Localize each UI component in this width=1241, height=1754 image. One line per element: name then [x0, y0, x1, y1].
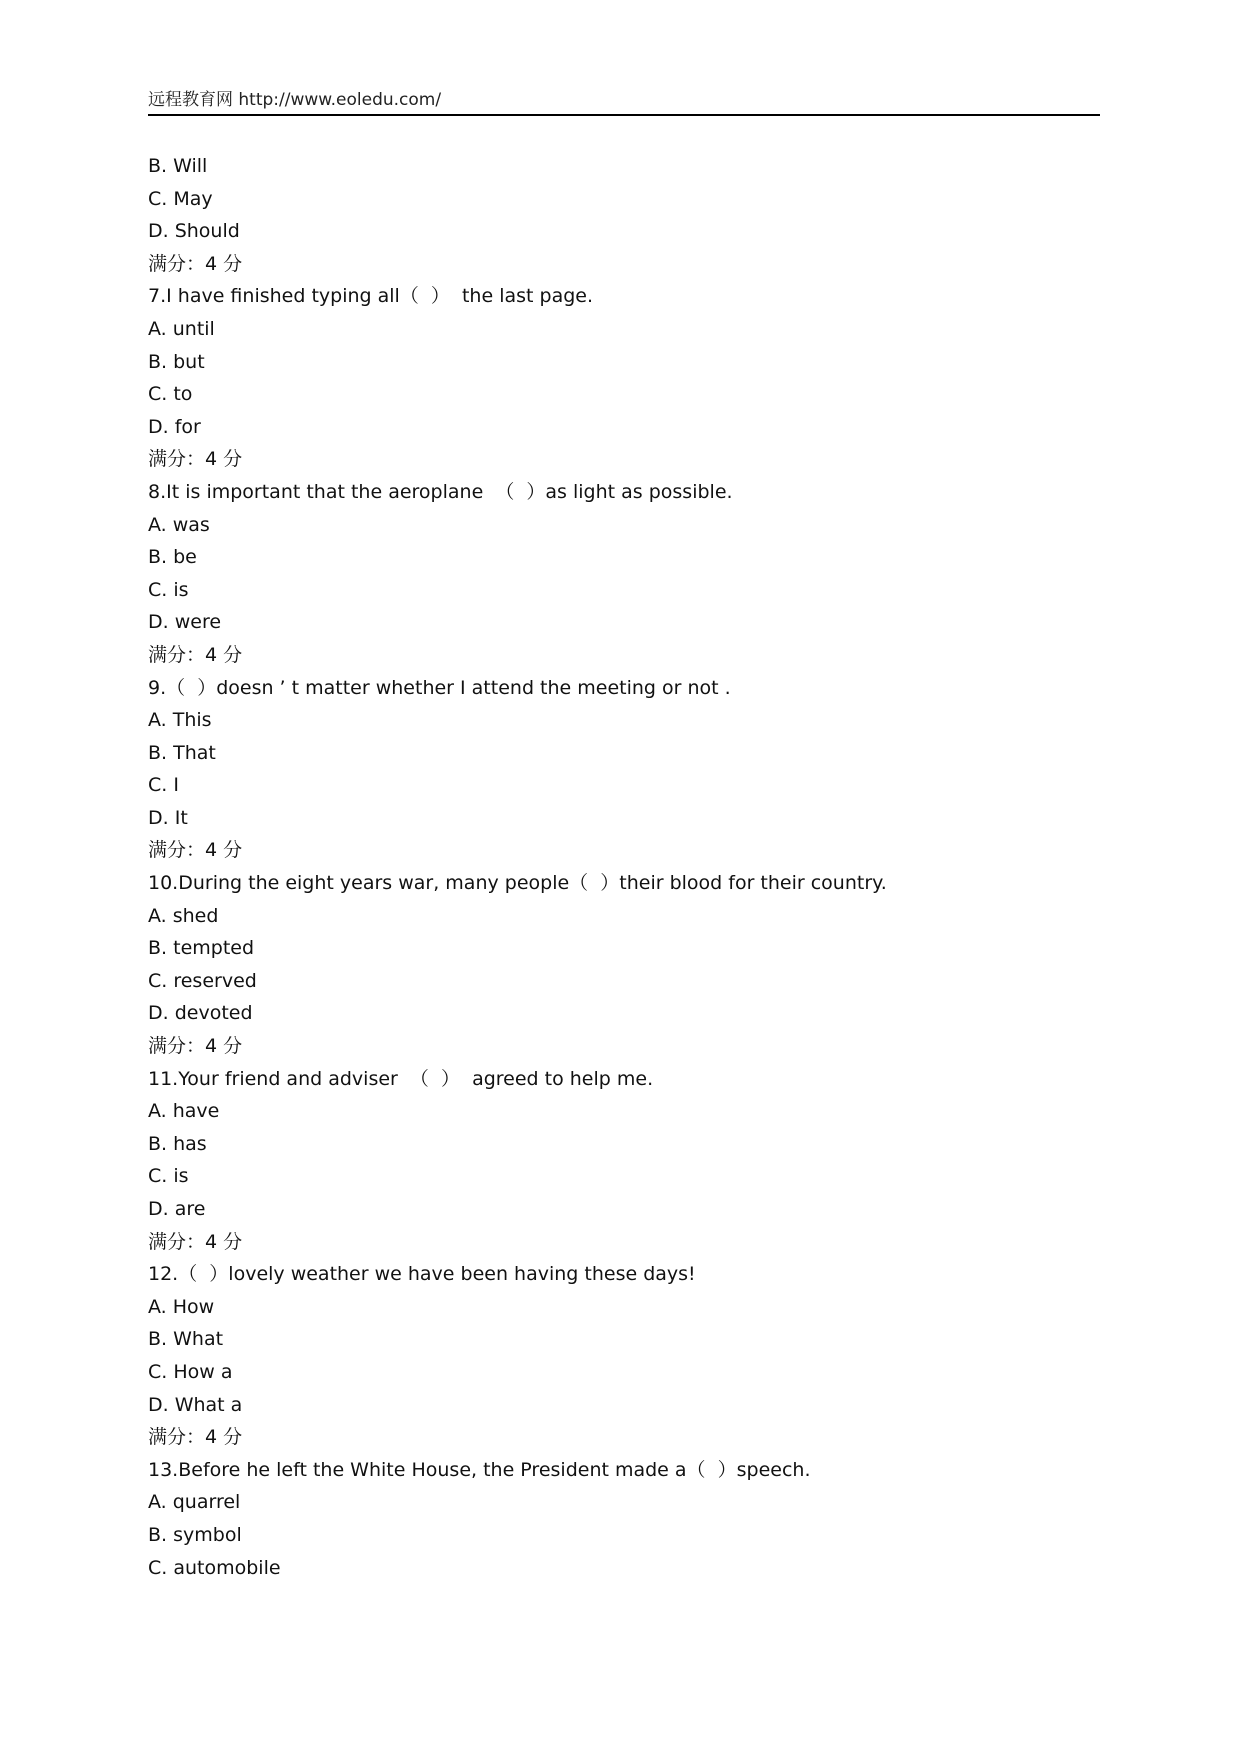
option-line: A. quarrel: [148, 1491, 241, 1514]
option-line: D. are: [148, 1198, 206, 1220]
option-line: B. but: [148, 350, 205, 373]
option-line: A. shed: [148, 904, 219, 927]
score-line: 满分：4 分: [148, 839, 243, 862]
option-line: A. was: [148, 513, 210, 536]
option-line: D. It: [148, 806, 188, 829]
question-line: 9.（ ）doesn ’ t matter whether I attend the meeting or not .: [148, 676, 731, 699]
option-line: B. has: [148, 1132, 207, 1155]
option-line: B. symbol: [148, 1523, 242, 1546]
question-line: 11.Your friend and adviser （ ） agreed to help me.: [148, 1067, 654, 1090]
option-line: C. is: [148, 578, 189, 601]
option-line: C. is: [148, 1165, 189, 1188]
option-line: C. May: [148, 187, 213, 210]
header-text: 远程教育网 http://www.eoledu.com/: [148, 90, 442, 110]
option-line: D. What a: [148, 1393, 243, 1416]
question-line: 10.During the eight years war, many people（ ）their blood for their country.: [148, 872, 887, 895]
score-line: 满分：4 分: [148, 1426, 243, 1449]
question-line: 7.I have finished typing all（ ） the last page.: [148, 285, 594, 308]
question-line: 8.It is important that the aeroplane （ ）as light as possible.: [148, 480, 733, 503]
option-line: B. Will: [148, 155, 208, 177]
document-body: [148, 150, 1100, 1584]
option-line: C. to: [148, 383, 193, 406]
score-line: 满分：4 分: [148, 1035, 243, 1058]
question-line: 12.（ ）lovely weather we have been having these days!: [148, 1263, 696, 1286]
option-line: B. That: [148, 741, 216, 764]
question-line: 13.Before he left the White House, the President made a（ ）speech.: [148, 1458, 811, 1481]
option-line: A. How: [148, 1295, 215, 1318]
option-line: A. until: [148, 317, 215, 340]
option-line: C. reserved: [148, 969, 257, 992]
option-line: D. Should: [148, 220, 240, 243]
score-line: 满分：4 分: [148, 252, 243, 275]
option-line: C. I: [148, 774, 179, 797]
score-line: 满分：4 分: [148, 448, 243, 471]
page-header: [148, 86, 1100, 116]
option-line: D. for: [148, 415, 201, 438]
option-line: C. automobile: [148, 1556, 281, 1579]
option-line: A. This: [148, 709, 212, 732]
option-line: B. be: [148, 546, 197, 569]
score-line: 满分：4 分: [148, 1230, 243, 1253]
option-line: B. What: [148, 1328, 224, 1351]
option-line: A. have: [148, 1100, 220, 1123]
option-line: D. were: [148, 611, 222, 634]
score-line: 满分：4 分: [148, 643, 243, 666]
option-line: B. tempted: [148, 937, 255, 960]
option-line: C. How a: [148, 1360, 233, 1383]
option-line: D. devoted: [148, 1002, 253, 1025]
